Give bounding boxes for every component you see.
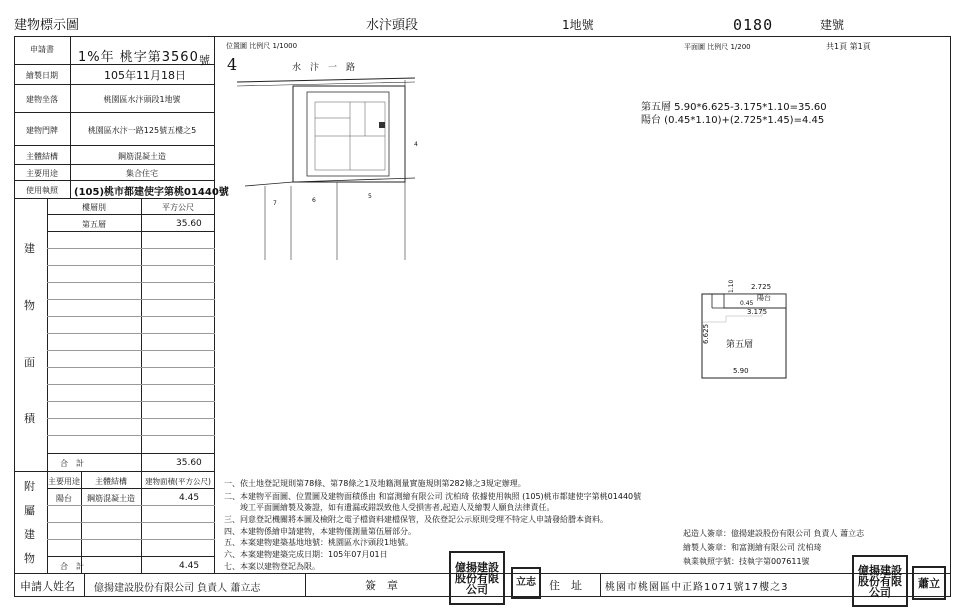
company-seal-2: 億揚建設股份有限公司 (852, 555, 908, 607)
signer-owner: 起造人簽章：億揚建設股份有限公司 負責人 蕭立志 (683, 529, 865, 538)
footer-applicant-value: 億揚建設股份有限公司 負責人 蕭立志 (94, 583, 261, 594)
note-2: 二、本建物平面圖、位置圖及建物面積係由 和富測繪有限公司 沈柏琦 依據使用執照 (105)桃市都建使字第桃01440號 (224, 492, 642, 501)
building-number: 0180 (733, 16, 774, 34)
area-vlabel-2: 物 (24, 299, 35, 312)
area-vlabel-4: 積 (24, 412, 35, 425)
annex-vlabel-4: 物 (24, 552, 35, 565)
floor-label: 第五層 (726, 340, 754, 350)
address-label: 建物門牌 (26, 126, 58, 135)
area-calc-floor: 第五層 5.90*6.625-3.175*1.10=35.60 (641, 102, 827, 113)
page-title: 建物標示圖 (14, 18, 80, 33)
license-label: 使用執照 (26, 186, 58, 195)
dim-left: 6.625 (702, 323, 710, 344)
area-row-value: 35.60 (176, 219, 202, 229)
dim-balcony-w: 0.45 (740, 300, 754, 307)
parcel-4: 4 (414, 141, 418, 148)
structure-value: 鋼筋混凝土造 (118, 152, 166, 161)
footer-address-label: 住 址 (549, 579, 582, 592)
annex-vlabel-1: 附 (24, 480, 35, 493)
date-label: 繪製日期 (26, 71, 58, 80)
annex-row-structure: 鋼筋混凝土造 (87, 494, 135, 503)
area-total-label: 合 計 (60, 459, 84, 468)
person-seal-a: 立志 (511, 567, 541, 599)
dim-inner: 3.175 (747, 308, 768, 316)
annex-row-area: 4.45 (179, 493, 200, 503)
floor-plan-label: 平面圖 比例尺 1/200 (684, 43, 751, 51)
note-8: 七、本案以建物登記為限。 (224, 562, 320, 571)
annex-col-use: 主要用途 (48, 477, 80, 486)
company-seal: 億揚建設股份有限公司 (449, 551, 505, 605)
note-4: 三、冋意登記機關將本圖及檢附之電子檔資料建檔保管，及依登記公示原則受理不特定人申請發給謄本資料。 (224, 515, 608, 524)
area-total-value: 35.60 (176, 458, 202, 468)
location-label: 建物坐落 (26, 95, 58, 104)
annex-total-label: 合 計 (60, 562, 84, 571)
road-name: 水 汴 一 路 (292, 63, 356, 73)
note-1: 一、依土地登記規則第78條、第78條之1及地籍測量實施規則第282條之3規定辦理。 (224, 479, 526, 488)
dim-balcony-h: 1.10 (728, 279, 735, 293)
person-seal-b: 蕭立 (912, 566, 946, 600)
date-value: 105年11月18日 (104, 69, 186, 82)
site-plan-drawing (215, 40, 445, 280)
location-value: 桃園區水汴頭段1地號 (103, 95, 181, 104)
parcel-6: 6 (312, 197, 316, 204)
land-number: 1地號 (562, 18, 594, 32)
footer-seal-label: 簽 章 (365, 579, 398, 592)
annex-vlabel-2: 屬 (24, 504, 35, 517)
address-value: 桃園區水汴一路125號五樓之5 (87, 126, 197, 135)
signer-license: 執業執照字號：技執字第007611號 (683, 557, 810, 566)
note-6: 五、本案建物建築基地地號：桃園區水汴頭段1地號。 (224, 538, 414, 547)
applicant-no-value: 1%年 桃字第3560 (78, 50, 199, 65)
note-5: 四、本建物係繪申請建物，本建物僅測量第伍層部分。 (224, 527, 416, 536)
annex-total-value: 4.45 (179, 561, 200, 571)
annex-col-structure: 主體結構 (95, 477, 127, 486)
area-calc-balcony: 陽台 (0.45*1.10)+(2.725*1.45)=4.45 (641, 115, 825, 126)
dim-bottom: 5.90 (733, 367, 749, 375)
parcel-7: 7 (273, 200, 277, 207)
signer-drafter: 繪製人簽章：和富測繪有限公司 沈柏琦 (683, 543, 822, 552)
annex-row-use: 陽台 (56, 494, 72, 503)
balcony-label: 陽台 (757, 294, 771, 302)
area-vlabel-3: 面 (24, 356, 35, 369)
footer-applicant-label: 申請人姓名 (20, 580, 75, 593)
annex-vlabel-3: 建 (24, 528, 35, 541)
site-plan-label: 位置圖 比例尺 1/1000 (226, 42, 298, 50)
applicant-no-label: 申請書 (30, 45, 54, 54)
use-label: 主要用途 (26, 169, 58, 178)
dim-top: 2.725 (751, 283, 772, 291)
parcel-5: 5 (368, 193, 372, 200)
applicant-no-suffix: 號 (199, 54, 210, 67)
page-count: 共1頁 第1頁 (826, 42, 871, 51)
note-3: 竣工平面圖繪製及簽證，如有遺漏或錯誤致他人受損害者,起造人及繪製人願負法律責任。 (224, 503, 555, 512)
area-vlabel-1: 建 (24, 242, 35, 255)
use-value: 集合住宅 (126, 169, 158, 178)
north-arrow: 4 (227, 55, 238, 74)
license-value: (105)桃市都建使字第桃01440號 (74, 187, 229, 198)
building-number-suffix: 建號 (820, 18, 845, 32)
footer-address-value: 桃園市桃園區中正路1071號17樓之3 (605, 582, 789, 593)
area-col-area: 平方公尺 (162, 203, 194, 212)
area-row-floor: 第五層 (82, 220, 106, 229)
area-col-floor: 樓層別 (82, 203, 106, 212)
annex-col-area: 建物面積(平方公尺) (145, 477, 211, 486)
note-7: 六、本案建物建築完成日期：105年07月01日 (224, 550, 388, 559)
structure-label: 主體結構 (26, 152, 58, 161)
section-name: 水汴頭段 (366, 18, 419, 33)
